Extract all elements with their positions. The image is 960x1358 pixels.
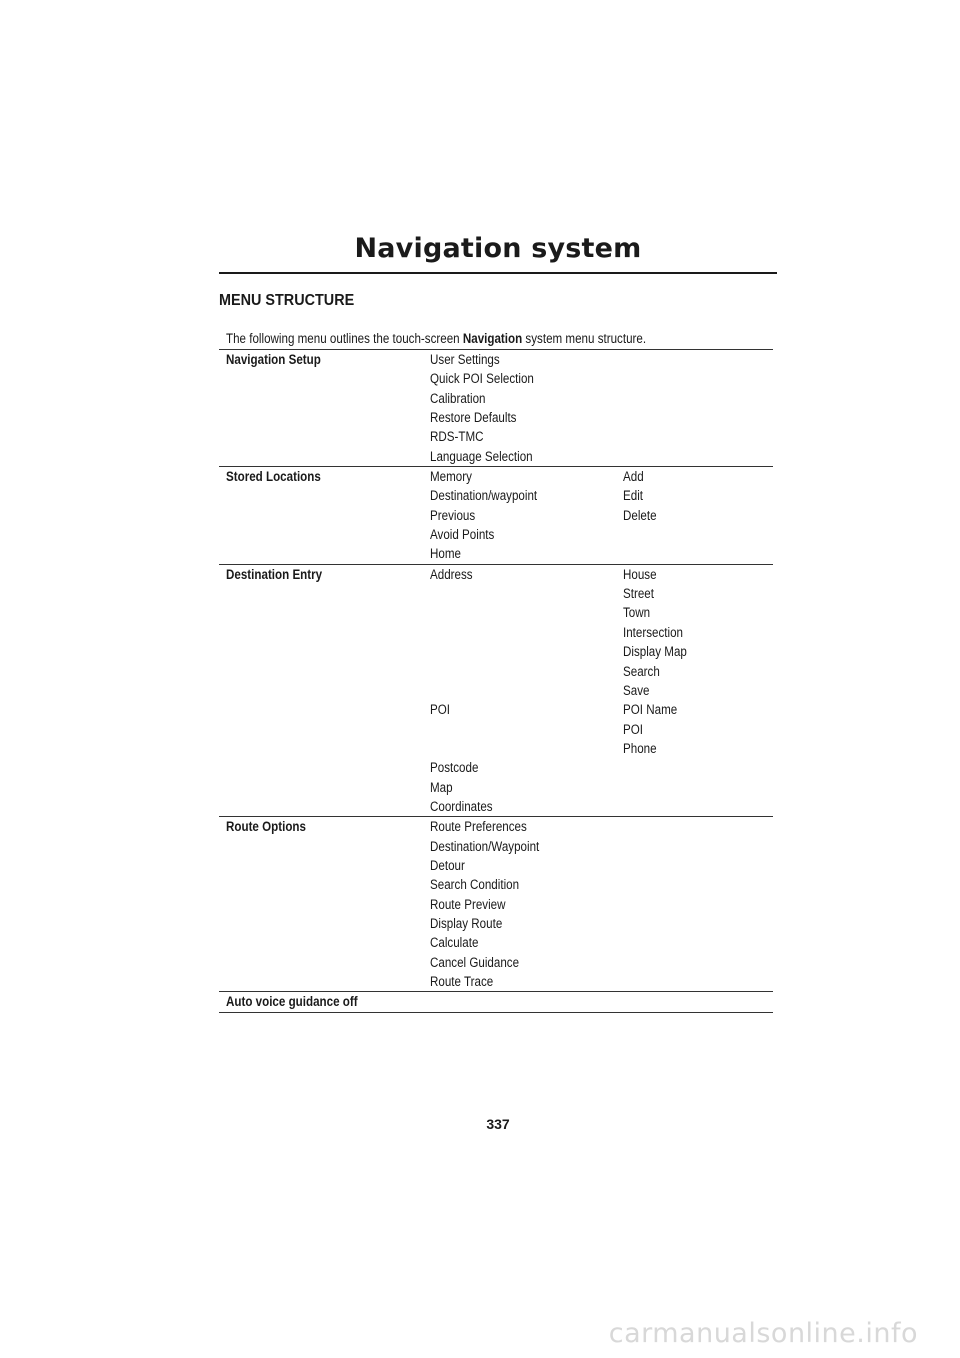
submenu-item	[430, 972, 623, 991]
submenu-item	[430, 544, 623, 563]
submenu-item-text: Cancel Guidance	[430, 954, 520, 970]
menu-group-label-text: Auto voice guidance off	[226, 994, 358, 1010]
submenu-option-text: Delete	[623, 507, 657, 523]
submenu-item	[430, 992, 623, 1011]
menu-group-label-text: Route Options	[226, 819, 306, 835]
menu-group-label-text: Destination Entry	[226, 566, 323, 582]
menu-row	[430, 992, 773, 1011]
submenu-item-text: Search Condition	[430, 877, 520, 893]
submenu-item	[430, 350, 623, 369]
submenu-item	[430, 797, 623, 816]
intro-text	[226, 331, 646, 347]
submenu-option-text: Intersection	[623, 624, 684, 640]
submenu-item	[430, 642, 623, 661]
submenu-item-text: Postcode	[430, 760, 479, 776]
menu-row	[430, 623, 773, 642]
section-heading: MENU STRUCTURE	[219, 292, 355, 309]
menu-row	[430, 895, 773, 914]
menu-group-label	[219, 467, 430, 564]
menu-row	[430, 700, 773, 719]
submenu-option	[623, 467, 773, 486]
title-rule	[219, 272, 777, 274]
menu-group-label-text: Stored Locations	[226, 469, 321, 485]
submenu-option	[623, 797, 773, 816]
menu-group-label	[219, 350, 430, 466]
submenu-item	[430, 817, 623, 836]
submenu-option	[623, 933, 773, 952]
submenu-option-text: Street	[623, 586, 654, 602]
submenu-option	[623, 603, 773, 622]
submenu-option	[623, 992, 773, 1011]
submenu-option	[623, 486, 773, 505]
submenu-option	[623, 778, 773, 797]
submenu-item	[430, 447, 623, 466]
menu-row	[430, 350, 773, 369]
menu-row	[430, 467, 773, 486]
menu-group-label	[219, 817, 430, 991]
menu-row	[430, 506, 773, 525]
submenu-item-text: Home	[430, 546, 461, 562]
menu-structure-table	[219, 349, 773, 1013]
submenu-option	[623, 895, 773, 914]
page-number: 337	[486, 1116, 510, 1132]
submenu-item	[430, 623, 623, 642]
submenu-item	[430, 565, 623, 584]
submenu-item-text: Previous	[430, 507, 476, 523]
submenu-option	[623, 544, 773, 563]
menu-row	[430, 837, 773, 856]
submenu-item	[430, 739, 623, 758]
submenu-option	[623, 662, 773, 681]
submenu-option	[623, 623, 773, 642]
submenu-item-text: Destination/waypoint	[430, 488, 538, 504]
submenu-option	[623, 700, 773, 719]
submenu-option	[623, 817, 773, 836]
submenu-item-text: User Settings	[430, 352, 500, 367]
submenu-item	[430, 681, 623, 700]
submenu-item	[430, 506, 623, 525]
submenu-option	[623, 506, 773, 525]
menu-row	[430, 739, 773, 758]
submenu-item	[430, 584, 623, 603]
watermark: carmanualsonline.info	[608, 1318, 918, 1349]
submenu-option	[623, 350, 773, 369]
menu-row	[430, 953, 773, 972]
submenu-item-text: POI	[430, 702, 451, 718]
submenu-item	[430, 720, 623, 739]
submenu-option	[623, 642, 773, 661]
submenu-item	[430, 486, 623, 505]
submenu-option	[623, 369, 773, 388]
submenu-option	[623, 525, 773, 544]
submenu-item-text: Route Preview	[430, 896, 506, 912]
menu-group-label	[219, 565, 430, 816]
submenu-option-text: Display Map	[623, 644, 687, 660]
submenu-item-text: Destination/Waypoint	[430, 838, 540, 854]
menu-row	[430, 856, 773, 875]
submenu-option	[623, 875, 773, 894]
submenu-item	[430, 389, 623, 408]
submenu-item	[430, 875, 623, 894]
submenu-item-text: Calculate	[430, 935, 479, 951]
submenu-option	[623, 584, 773, 603]
submenu-option	[623, 408, 773, 427]
submenu-option	[623, 389, 773, 408]
submenu-option-text: Add	[623, 469, 644, 485]
submenu-option-text: Edit	[623, 488, 644, 504]
submenu-option-text: Town	[623, 605, 651, 621]
menu-row	[430, 875, 773, 894]
menu-row	[430, 797, 773, 816]
submenu-option-text: House	[623, 566, 657, 582]
submenu-option	[623, 914, 773, 933]
submenu-option	[623, 739, 773, 758]
submenu-item	[430, 837, 623, 856]
menu-row	[430, 486, 773, 505]
menu-row	[430, 544, 773, 563]
submenu-item	[430, 953, 623, 972]
menu-row	[430, 408, 773, 427]
submenu-item-text: Quick POI Selection	[430, 371, 534, 387]
menu-row	[430, 603, 773, 622]
intro-bold: Navigation	[462, 331, 523, 346]
intro-before: The following menu outlines the touch-screen	[226, 331, 463, 346]
submenu-item	[430, 603, 623, 622]
submenu-item-text: Detour	[430, 857, 465, 873]
submenu-item	[430, 427, 623, 446]
submenu-item	[430, 933, 623, 952]
menu-group-label-text: Navigation Setup	[226, 352, 321, 367]
submenu-option	[623, 427, 773, 446]
menu-group	[219, 466, 773, 564]
menu-row	[430, 447, 773, 466]
submenu-option	[623, 953, 773, 972]
menu-group	[219, 816, 773, 991]
submenu-option	[623, 856, 773, 875]
menu-row	[430, 817, 773, 836]
submenu-item-text: Address	[430, 566, 473, 582]
submenu-item	[430, 914, 623, 933]
menu-row	[430, 681, 773, 700]
submenu-option	[623, 681, 773, 700]
menu-group	[219, 564, 773, 816]
menu-row	[430, 565, 773, 584]
submenu-item	[430, 525, 623, 544]
submenu-item-text: RDS-TMC	[430, 429, 484, 445]
submenu-option	[623, 972, 773, 991]
submenu-option	[623, 565, 773, 584]
submenu-item-text: Route Trace	[430, 974, 494, 989]
submenu-item-text: Route Preferences	[430, 819, 527, 835]
submenu-item	[430, 758, 623, 777]
menu-row	[430, 642, 773, 661]
submenu-option	[623, 837, 773, 856]
submenu-item	[430, 895, 623, 914]
intro-after: system menu structure.	[522, 331, 647, 346]
menu-row	[430, 914, 773, 933]
submenu-option	[623, 720, 773, 739]
submenu-item	[430, 408, 623, 427]
submenu-option-text: POI	[623, 721, 644, 737]
submenu-item	[430, 856, 623, 875]
submenu-item	[430, 369, 623, 388]
menu-row	[430, 584, 773, 603]
submenu-option-text: Search	[623, 663, 660, 679]
submenu-item-text: Calibration	[430, 390, 486, 406]
submenu-item-text: Restore Defaults	[430, 410, 517, 426]
menu-row	[430, 758, 773, 777]
submenu-option-text: POI Name	[623, 702, 678, 718]
menu-group	[219, 349, 773, 466]
submenu-item	[430, 467, 623, 486]
menu-row	[430, 427, 773, 446]
menu-row	[430, 720, 773, 739]
submenu-item	[430, 700, 623, 719]
menu-row	[430, 369, 773, 388]
submenu-item	[430, 662, 623, 681]
submenu-item-text: Coordinates	[430, 798, 493, 814]
submenu-item-text: Display Route	[430, 915, 503, 931]
menu-row	[430, 933, 773, 952]
menu-group-label	[219, 992, 430, 1011]
menu-row	[430, 778, 773, 797]
menu-row	[430, 972, 773, 991]
menu-row	[430, 525, 773, 544]
submenu-option-text: Save	[623, 682, 650, 698]
submenu-option	[623, 758, 773, 777]
submenu-item-text: Avoid Points	[430, 527, 495, 543]
submenu-item	[430, 778, 623, 797]
submenu-option	[623, 447, 773, 466]
submenu-item-text: Memory	[430, 469, 472, 485]
menu-row	[430, 389, 773, 408]
page-title: Navigation system	[354, 233, 642, 264]
menu-group	[219, 991, 773, 1012]
submenu-option-text: Phone	[623, 740, 657, 756]
menu-row	[430, 662, 773, 681]
submenu-item-text: Language Selection	[430, 448, 533, 464]
submenu-item-text: Map	[430, 779, 453, 795]
